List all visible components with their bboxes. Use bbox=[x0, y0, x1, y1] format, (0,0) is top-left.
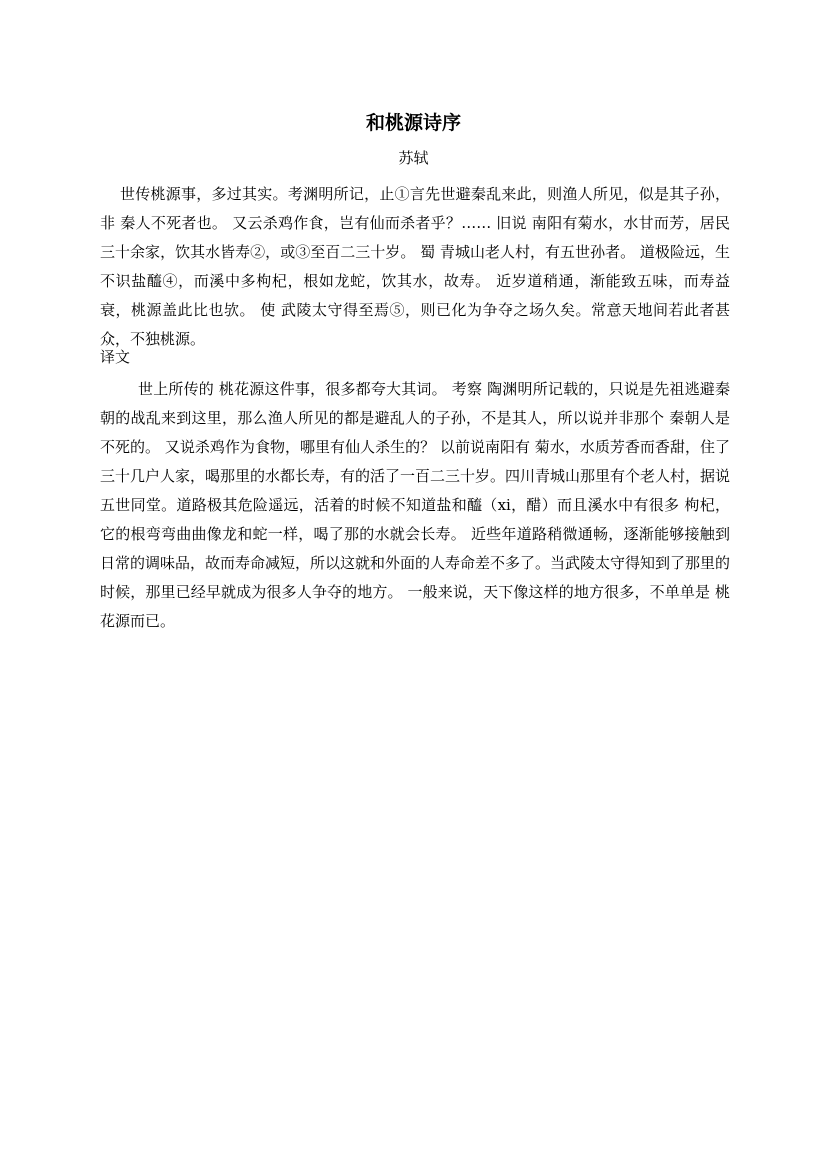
original-text-paragraph: 世传桃源事，多过其实。考渊明所记，止①言先世避秦乱来此，则渔人所见，似是其子孙，非 秦人不死者也。 又云杀鸡作食，岂有仙而杀者乎？…… 旧说 南阳有菊水，水甘而芳，居民三十余家，饮其水皆寿②，或③至百二三十岁。 蜀 青城山老人村，有五世孙者。 道极险远，生不识盐醯④，而溪中多枸杞，根如龙蛇，饮其水，故寿。 近岁道稍通，渐能致五味，而寿益衰，桃源盖此比也欤。 使 武陵太守得至焉⑤，则已化为争夺之场久矣。常意天地间若此者甚众，不独桃源。 bbox=[100, 185, 730, 348]
translation-text-paragraph: 世上所传的 桃花源这件事，很多都夸大其词。 考察 陶渊明所记载的，只说是先祖逃避秦朝的战乱来到这里，那么渔人所见的都是避乱人的子孙，不是其人，所以说并非那个 秦朝人是不死的。 又说杀鸡作为食物，哪里有仙人杀生的？ 以前说南阳有 菊水，水质芳香而香甜，住了三十几户人家，喝那里的水都长寿，有的活了一百二三十岁。四川青城山那里有个老人村，据说五世同堂。道路极其危险遥远，活着的时候不知道盐和醯（xi，醋）而且溪水中有很多 枸杞，它的根弯弯曲曲像龙和蛇一样，喝了那的水就会长寿。 近些年道路稍微通畅，逐渐能够接触到日常的调味品，故而寿命减短，所以这就和外面的人寿命差不多了。当武陵太守得知到了那里的时候，那里已经早就成为很多人争夺的地方。 一般来说，天下像这样的地方很多，不单单是 桃花源而已。 bbox=[100, 380, 731, 630]
document-title: 和桃源诗序 bbox=[365, 112, 461, 134]
translation-label: 译文 bbox=[100, 348, 131, 366]
document-author: 苏轼 bbox=[398, 149, 429, 167]
